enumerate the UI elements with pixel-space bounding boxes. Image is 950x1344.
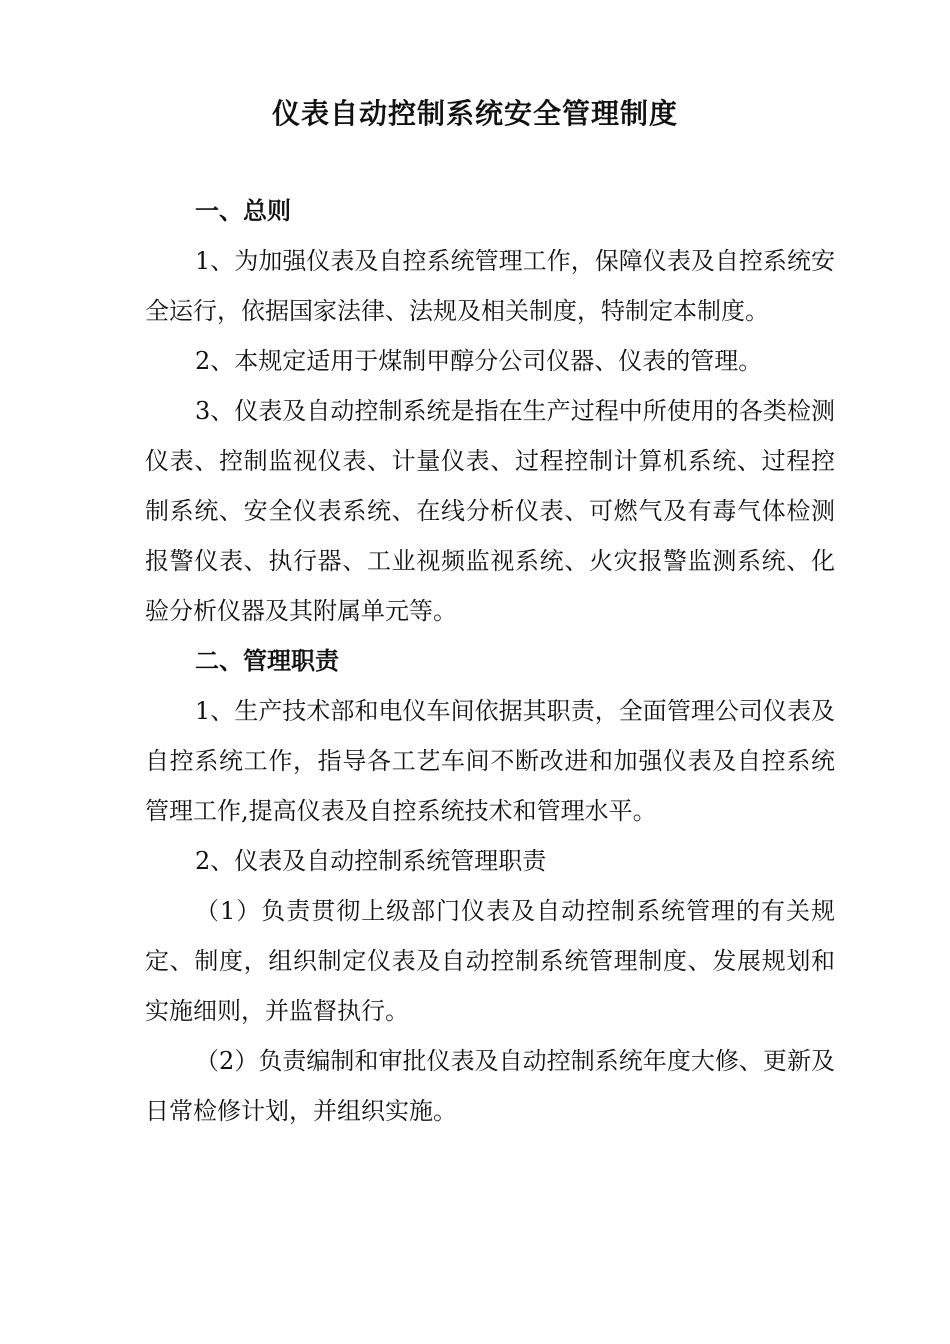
section-responsibilities	[145, 636, 835, 1136]
document-body	[145, 186, 835, 1136]
section-general	[145, 186, 835, 636]
paragraph: 1、为加强仪表及自控系统管理工作，保障仪表及自控系统安全运行，依据国家法律、法规及相关制度，特制定本制度。	[145, 247, 835, 325]
paragraph: 1、生产技术部和电仪车间依据其职责，全面管理公司仪表及自控系统工作，指导各工艺车间不断改进和加强仪表及自控系统管理工作,提高仪表及自控系统技术和管理水平。	[145, 697, 835, 825]
paragraph: 2、仪表及自动控制系统管理职责	[195, 847, 547, 875]
paragraph: （1）负责贯彻上级部门仪表及自动控制系统管理的有关规定、制度，组织制定仪表及自动控制系统管理制度、发展规划和实施细则，并监督执行。	[145, 897, 835, 1025]
section-heading-responsibilities: 二、管理职责	[195, 647, 339, 675]
document-title: 仪表自动控制系统安全管理制度	[271, 97, 678, 130]
paragraph: 2、本规定适用于煤制甲醇分公司仪器、仪表的管理。	[195, 347, 763, 375]
paragraph: 3、仪表及自动控制系统是指在生产过程中所使用的各类检测仪表、控制监视仪表、计量仪表、过程控制计算机系统、过程控制系统、安全仪表系统、在线分析仪表、可燃气及有毒气体检测报警仪表、执行器、工业视频监视系统、火灾报警监测系统、化验分析仪器及其附属单元等。	[145, 397, 835, 625]
section-heading-general: 一、总则	[195, 197, 291, 225]
paragraph: （2）负责编制和审批仪表及自动控制系统年度大修、更新及日常检修计划，并组织实施。	[145, 1047, 835, 1125]
